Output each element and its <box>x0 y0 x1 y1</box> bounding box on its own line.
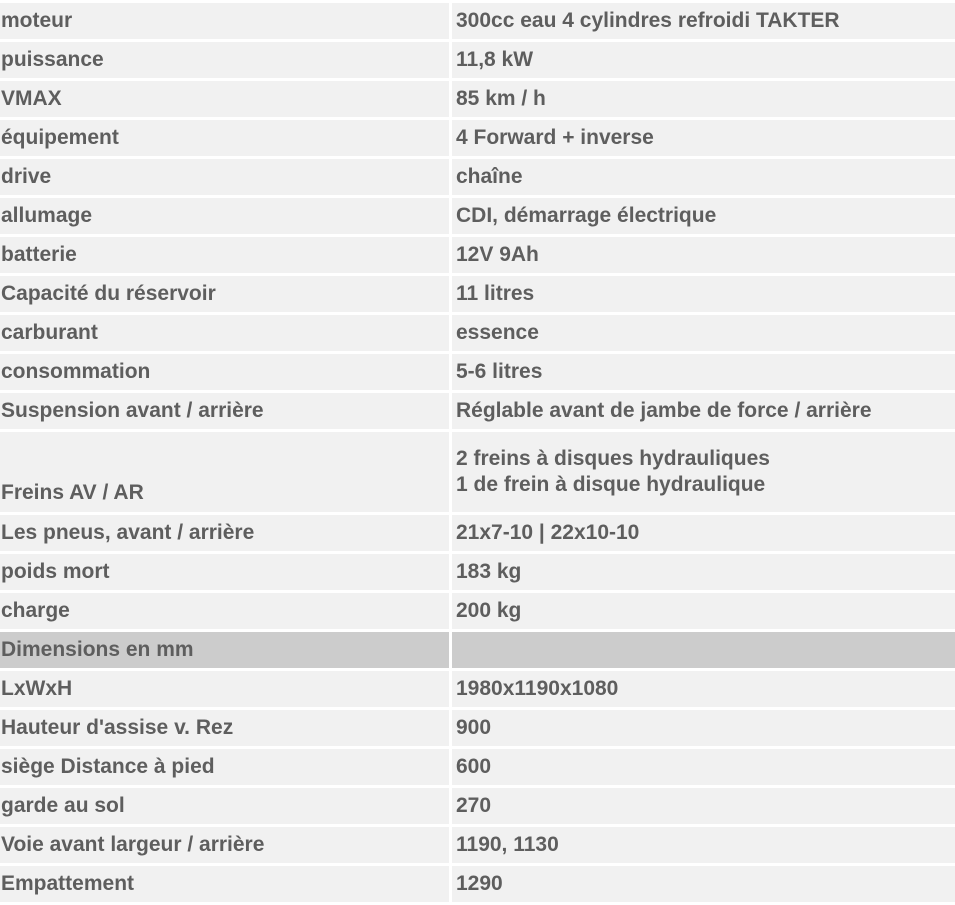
row-label: carburant <box>0 315 449 351</box>
row-value: 1980x1190x1080 <box>452 671 955 707</box>
row-value: 12V 9Ah <box>452 237 955 273</box>
row-value <box>452 432 955 512</box>
row-value: 600 <box>452 749 955 785</box>
row-value: 300cc eau 4 cylindres refroidi TAKTER <box>452 3 955 39</box>
row-value: essence <box>452 315 955 351</box>
row-value: 11,8 kW <box>452 42 955 78</box>
table-row <box>0 42 955 78</box>
table-row <box>0 710 955 746</box>
row-label: Freins AV / AR <box>0 432 449 512</box>
row-label: Empattement <box>0 866 449 902</box>
table-row <box>0 749 955 785</box>
row-label: Hauteur d'assise v. Rez <box>0 710 449 746</box>
table-row <box>0 866 955 902</box>
table-row <box>0 354 955 390</box>
section-header-row <box>0 632 955 668</box>
row-label: poids mort <box>0 554 449 590</box>
row-value: 270 <box>452 788 955 824</box>
table-row <box>0 554 955 590</box>
table-row <box>0 3 955 39</box>
table-row <box>0 788 955 824</box>
row-value: Réglable avant de jambe de force / arrière <box>452 393 955 429</box>
table-row <box>0 593 955 629</box>
row-label: allumage <box>0 198 449 234</box>
row-label: Les pneus, avant / arrière <box>0 515 449 551</box>
table-row <box>0 393 955 429</box>
row-label: Capacité du réservoir <box>0 276 449 312</box>
row-label: charge <box>0 593 449 629</box>
row-value: 1290 <box>452 866 955 902</box>
row-label: Suspension avant / arrière <box>0 393 449 429</box>
table-row <box>0 120 955 156</box>
table-row <box>0 198 955 234</box>
row-label: LxWxH <box>0 671 449 707</box>
table-row <box>0 159 955 195</box>
section-header-label: Dimensions en mm <box>0 632 449 668</box>
table-row <box>0 237 955 273</box>
row-label: VMAX <box>0 81 449 117</box>
row-value: 11 litres <box>452 276 955 312</box>
row-value: 21x7-10 | 22x10-10 <box>452 515 955 551</box>
row-label: drive <box>0 159 449 195</box>
table-row <box>0 81 955 117</box>
row-label: batterie <box>0 237 449 273</box>
table-row <box>0 827 955 863</box>
table-row <box>0 671 955 707</box>
row-label: siège Distance à pied <box>0 749 449 785</box>
row-value: 900 <box>452 710 955 746</box>
row-value: 4 Forward + inverse <box>452 120 955 156</box>
table-row <box>0 432 955 512</box>
row-label: puissance <box>0 42 449 78</box>
row-label: équipement <box>0 120 449 156</box>
row-value: chaîne <box>452 159 955 195</box>
row-label: moteur <box>0 3 449 39</box>
row-label: garde au sol <box>0 788 449 824</box>
row-label: consommation <box>0 354 449 390</box>
table-row <box>0 315 955 351</box>
row-value: CDI, démarrage électrique <box>452 198 955 234</box>
table-row <box>0 515 955 551</box>
row-value: 1190, 1130 <box>452 827 955 863</box>
row-value: 200 kg <box>452 593 955 629</box>
row-value: 5-6 litres <box>452 354 955 390</box>
row-value-line: 1 de frein à disque hydraulique <box>456 473 766 496</box>
table-row <box>0 276 955 312</box>
row-label: Voie avant largeur / arrière <box>0 827 449 863</box>
row-value: 85 km / h <box>452 81 955 117</box>
row-value-line: 2 freins à disques hydrauliques <box>456 447 770 470</box>
section-header-value <box>452 632 955 668</box>
row-value: 183 kg <box>452 554 955 590</box>
